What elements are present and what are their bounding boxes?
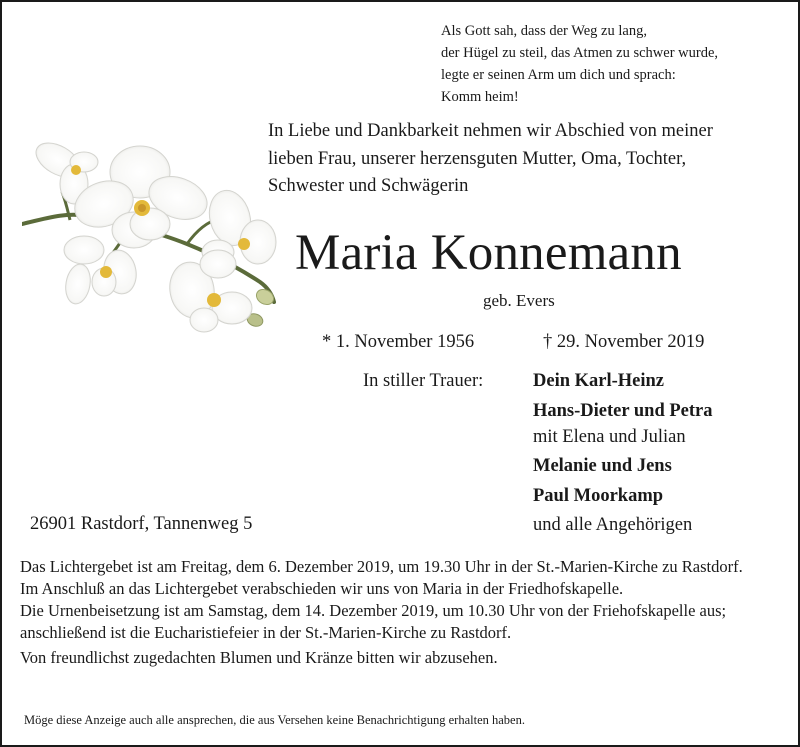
mourners-list [533,369,713,543]
orchid-image [22,132,292,342]
mourner-entry: Hans-Dieter und Petra [533,400,713,421]
mourner-entry: Melanie und Jens [533,456,672,476]
flowers-request: Von freundlichst zugedachten Blumen und Kränze bitten wir abzusehen. [20,648,498,667]
intro-line: Schwester und Schwägerin [268,176,469,196]
death-date: † 29. November 2019 [543,332,705,352]
birth-date: * 1. November 1956 [322,332,475,352]
footnote: Möge diese Anzeige auch alle ansprechen, die aus Versehen keine Benachrichtigung erhalten haben. [24,713,525,727]
birth-name: geb. Evers [483,291,555,310]
mourner-entry: Dein Karl-Heinz [533,371,665,391]
poem-line: Komm heim! [441,89,519,105]
poem-line: legte er seinen Arm um dich und sprach: [441,67,676,83]
poem [441,20,718,108]
mourner-entry: mit Elena und Julian [533,426,686,447]
mourners-label: In stiller Trauer: [363,371,484,391]
poem-line: Als Gott sah, dass der Weg zu lang, [441,23,647,39]
farewell-intro [268,118,713,201]
mourner-entry: und alle Angehörigen [533,515,693,535]
deceased-name: Maria Konnemann [295,225,682,281]
mourner-entry: Paul Moorkamp [533,485,664,506]
intro-line: lieben Frau, unserer herzensguten Mutter, Oma, Tochter, [268,148,687,169]
poem-line: der Hügel zu steil, das Atmen zu schwer wurde, [441,45,719,61]
service-details [20,556,790,669]
urn-burial-info: Die Urnenbeisetzung ist am Samstag, dem 14. Dezember 2019, um 10.30 Uhr von der Friehofskapelle aus; anschließend ist die Eucharistiefeier in der St.-Marien-Kirche zu Rastdorf. [20,601,727,642]
prayer-info: Das Lichtergebet ist am Freitag, dem 6. Dezember 2019, um 19.30 Uhr in der St.-Marien-Kirche zu Rastdorf. [20,557,743,576]
family-address: 26901 Rastdorf, Tannenweg 5 [30,514,253,534]
intro-line: In Liebe und Dankbarkeit nehmen wir Abschied von meiner [268,121,713,141]
farewell-info: Im Anschluß an das Lichtergebet verabschieden wir uns von Maria in der Friedhofskapelle. [20,579,624,598]
